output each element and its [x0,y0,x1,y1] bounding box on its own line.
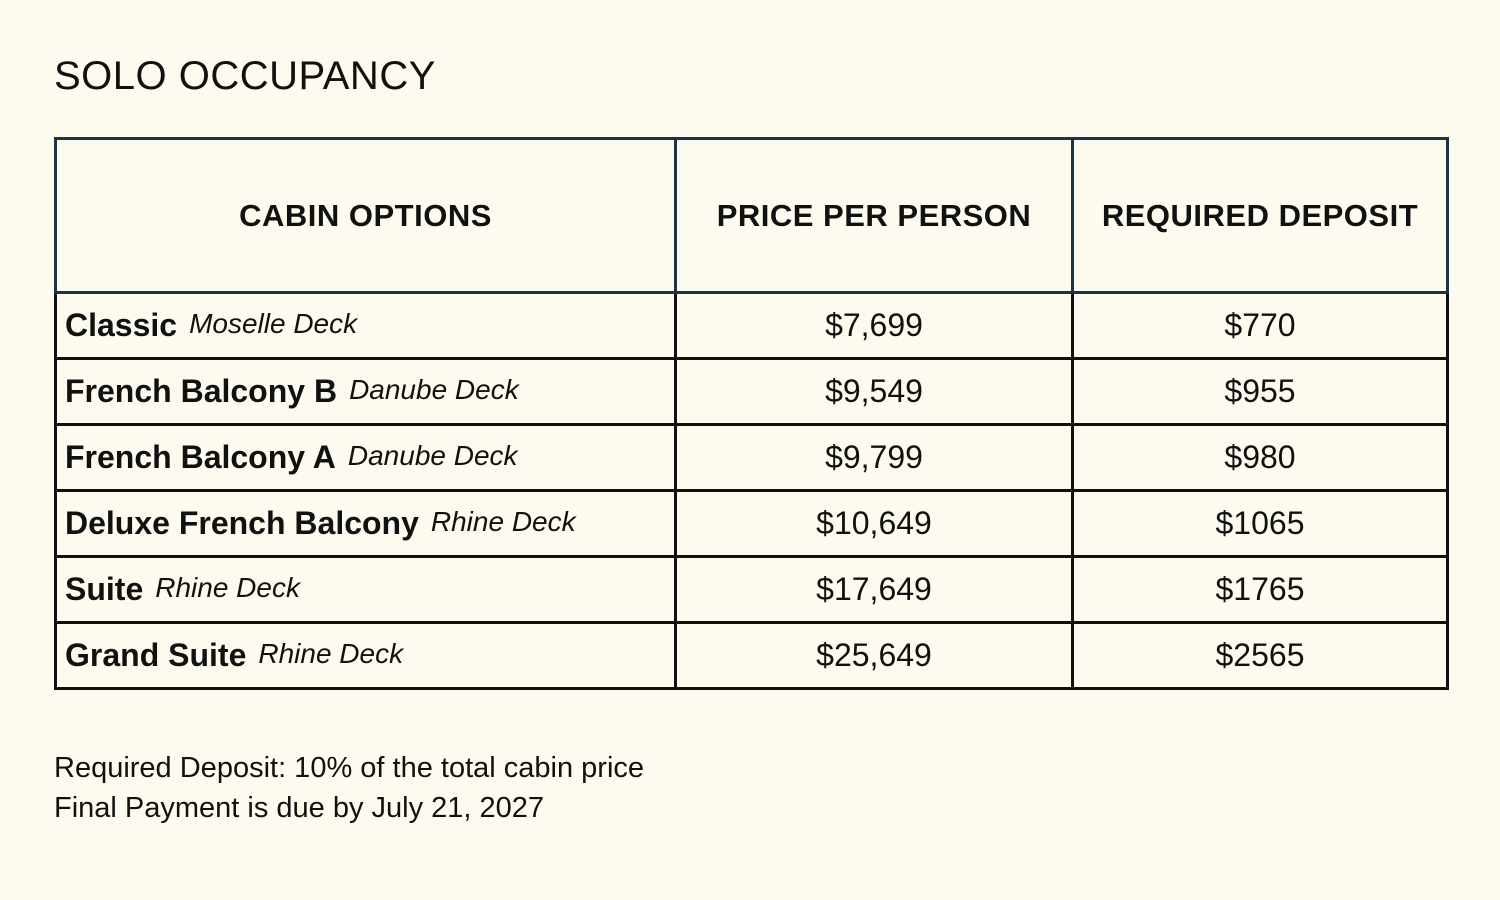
price-cell: $7,699 [676,293,1073,359]
table-row [56,557,1448,623]
cabin-name: French Balcony B [65,373,338,409]
price-cell: $9,549 [676,359,1073,425]
header-price-per-person: PRICE PER PERSON [676,139,1073,293]
cabin-cell [56,425,676,491]
deposit-cell: $955 [1073,359,1448,425]
table-row [56,293,1448,359]
pricing-table [54,137,1449,690]
cabin-cell [56,557,676,623]
deposit-note: Required Deposit: 10% of the total cabin price [54,752,645,784]
deposit-cell: $2565 [1073,623,1448,689]
cabin-deck: Danube Deck [349,374,519,405]
cabin-deck: Rhine Deck [430,506,576,537]
deposit-cell: $1065 [1073,491,1448,557]
cabin-deck: Danube Deck [347,440,518,471]
cabin-deck: Rhine Deck [258,638,404,669]
cabin-name: Classic [65,307,178,343]
footnotes [54,748,644,828]
cabin-name: Deluxe French Balcony [65,505,419,541]
table-row [56,425,1448,491]
header-cabin-options: CABIN OPTIONS [56,139,676,293]
deposit-cell: $770 [1073,293,1448,359]
cabin-cell [56,623,676,689]
cabin-deck: Rhine Deck [155,572,300,603]
cabin-name: Suite [65,571,144,607]
price-cell: $9,799 [676,425,1073,491]
final-payment-note: Final Payment is due by July 21, 2027 [54,792,545,824]
cabin-cell [56,359,676,425]
cabin-name: Grand Suite [65,637,247,673]
table-row [56,359,1448,425]
price-cell: $25,649 [676,623,1073,689]
table-row [56,491,1448,557]
cabin-name: French Balcony A [65,439,336,475]
table-row [56,623,1448,689]
header-required-deposit: REQUIRED DEPOSIT [1073,139,1448,293]
page-title: SOLO OCCUPANCY [54,54,436,98]
cabin-cell [56,491,676,557]
cabin-deck: Moselle Deck [189,308,358,339]
table-header-row [56,139,1448,293]
price-cell: $10,649 [676,491,1073,557]
deposit-cell: $1765 [1073,557,1448,623]
deposit-cell: $980 [1073,425,1448,491]
cabin-cell [56,293,676,359]
price-cell: $17,649 [676,557,1073,623]
